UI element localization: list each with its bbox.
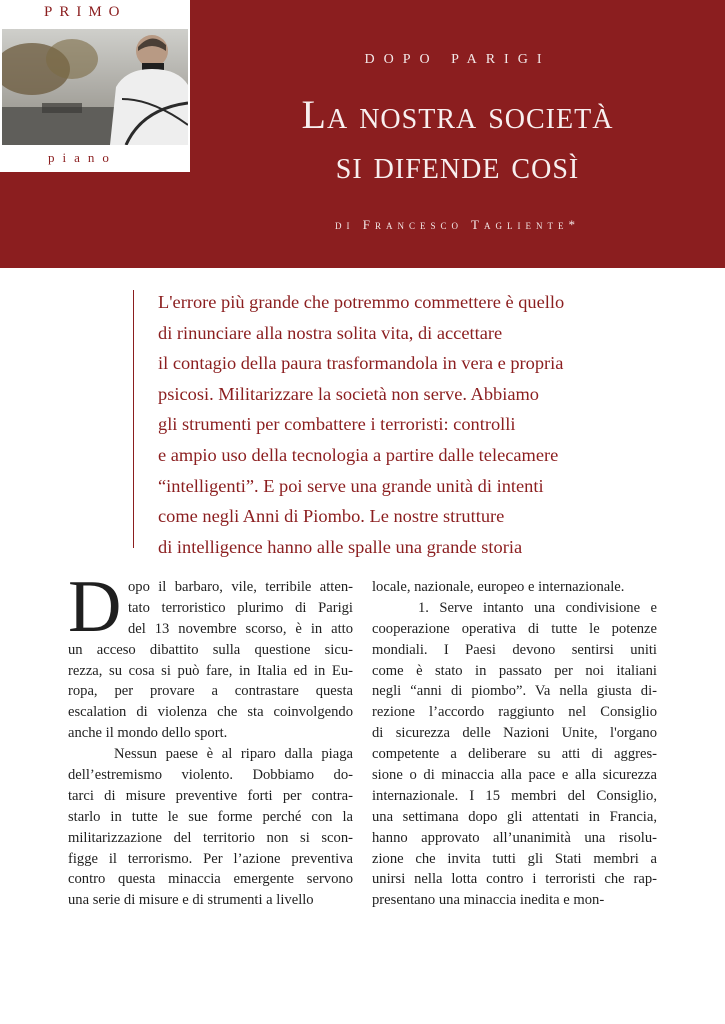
quote-rule xyxy=(133,290,134,548)
body-text-line: figge il terrorismo. Per l’azione preventiva xyxy=(68,850,353,867)
section-label-piano: piano xyxy=(48,150,117,165)
body-column-right xyxy=(372,577,657,911)
body-text-line: tarci di misure preventive forti per contra- xyxy=(68,787,353,804)
article-title xyxy=(190,90,725,190)
body-text-line: internazionale. I 15 membri del Consiglio, xyxy=(372,787,657,804)
body-text-line: mondiali. I Paesi devono sentirsi uniti xyxy=(372,641,657,658)
body-text-line: tato terroristico plurimo di Parigi xyxy=(128,599,353,616)
pull-quote-line: e ampio uso della tecnologia a partire dalle telecamere xyxy=(158,444,559,465)
body-text-line: anche il mondo dello sport. xyxy=(68,725,228,742)
pull-quote-line: di intelligence hanno alle spalle una grande storia xyxy=(158,536,523,557)
pull-quote-line: psicosi. Militarizzare la società non serve. Abbiamo xyxy=(158,383,539,404)
body-text-line: rezza, su cosa si può fare, in Italia ed in Eu- xyxy=(68,662,353,679)
section-label-primo: PRIMO xyxy=(44,4,127,20)
pull-quote-line: come negli Anni di Piombo. Le nostre strutture xyxy=(158,506,505,527)
man-on-street-photo xyxy=(2,29,188,145)
byline: di Francesco Tagliente* xyxy=(335,217,580,232)
body-text-line: negli “anni di piombo”. Va nella giusta di- xyxy=(372,683,657,700)
kicker: DOPO PARIGI xyxy=(364,52,551,67)
body-text-line: del 13 novembre scorso, è in atto xyxy=(128,620,353,637)
body-text-line: locale, nazionale, europeo e internazionale. xyxy=(372,579,625,595)
pull-quote-line: di rinunciare alla nostra solita vita, di accettare xyxy=(158,322,503,343)
body-text-line: competente a deliberare su atti di aggres- xyxy=(372,746,657,763)
body-text-line: presentano una minaccia inedita e mon- xyxy=(372,892,605,909)
body-text-line: escalation di violenza che sta coinvolgendo xyxy=(68,704,353,721)
body-column-left xyxy=(68,566,353,911)
pull-quote-line: L'errore più grande che potremmo commettere è quello xyxy=(158,292,565,312)
body-text-line: unirsi nella lotta contro i terroristi che rap- xyxy=(372,871,657,888)
body-text-line: zione che invita tutti gli Stati membri a xyxy=(372,850,657,867)
header-photo xyxy=(2,29,188,145)
body-text-line: Nessun paese è al riparo dalla piaga xyxy=(114,746,353,763)
body-text-line: starlo in tutte le sue forme perché con la xyxy=(68,808,353,825)
body-text-line: dell’estremismo violento. Dobbiamo do- xyxy=(68,767,353,784)
body-text-line: hanno approvato all’unanimità una risolu- xyxy=(372,829,657,846)
body-text-line: una serie di misure e di strumenti a livello xyxy=(68,892,314,909)
body-text-line: contro questa minaccia emergente servono xyxy=(68,871,353,888)
body-text-line: cooperazione operativa di tutte le potenze xyxy=(372,620,657,637)
body-text-line: sione o di minaccia alla pace e alla sicurezza xyxy=(372,767,657,784)
body-text-line: di sicurezza delle Nazioni Unite, l'organo xyxy=(372,725,657,742)
body-text-line: una settimana dopo gli attentati in Francia, xyxy=(372,808,657,825)
body-text-line: 1. Serve intanto una condivisione e xyxy=(418,599,657,616)
body-text-line: ropa, per provare a contrastare questa xyxy=(68,683,353,700)
title-line-1: La nostra società xyxy=(301,92,614,137)
body-text-line: come è stato in passato per noi italiani xyxy=(372,662,657,679)
drop-cap: D xyxy=(68,566,122,648)
pull-quote-line: gli strumenti per combattere i terroristi: controlli xyxy=(158,414,516,435)
title-line-2: si difende così xyxy=(335,142,580,187)
body-text-line: un acceso dibattito sulla questione sicu- xyxy=(68,641,353,658)
body-text-line: rezione l’accordo raggiunto nel Consiglio xyxy=(372,704,657,721)
body-text-line: militarizzazione del territorio non si scon- xyxy=(68,829,353,846)
pull-quote xyxy=(158,287,658,562)
pull-quote-line: “intelligenti”. E poi serve una grande unità di intenti xyxy=(158,475,544,496)
body-text-line: opo il barbaro, vile, terribile atten- xyxy=(128,579,353,595)
pull-quote-line: il contagio della paura trasformandola in vera e propria xyxy=(158,353,564,374)
